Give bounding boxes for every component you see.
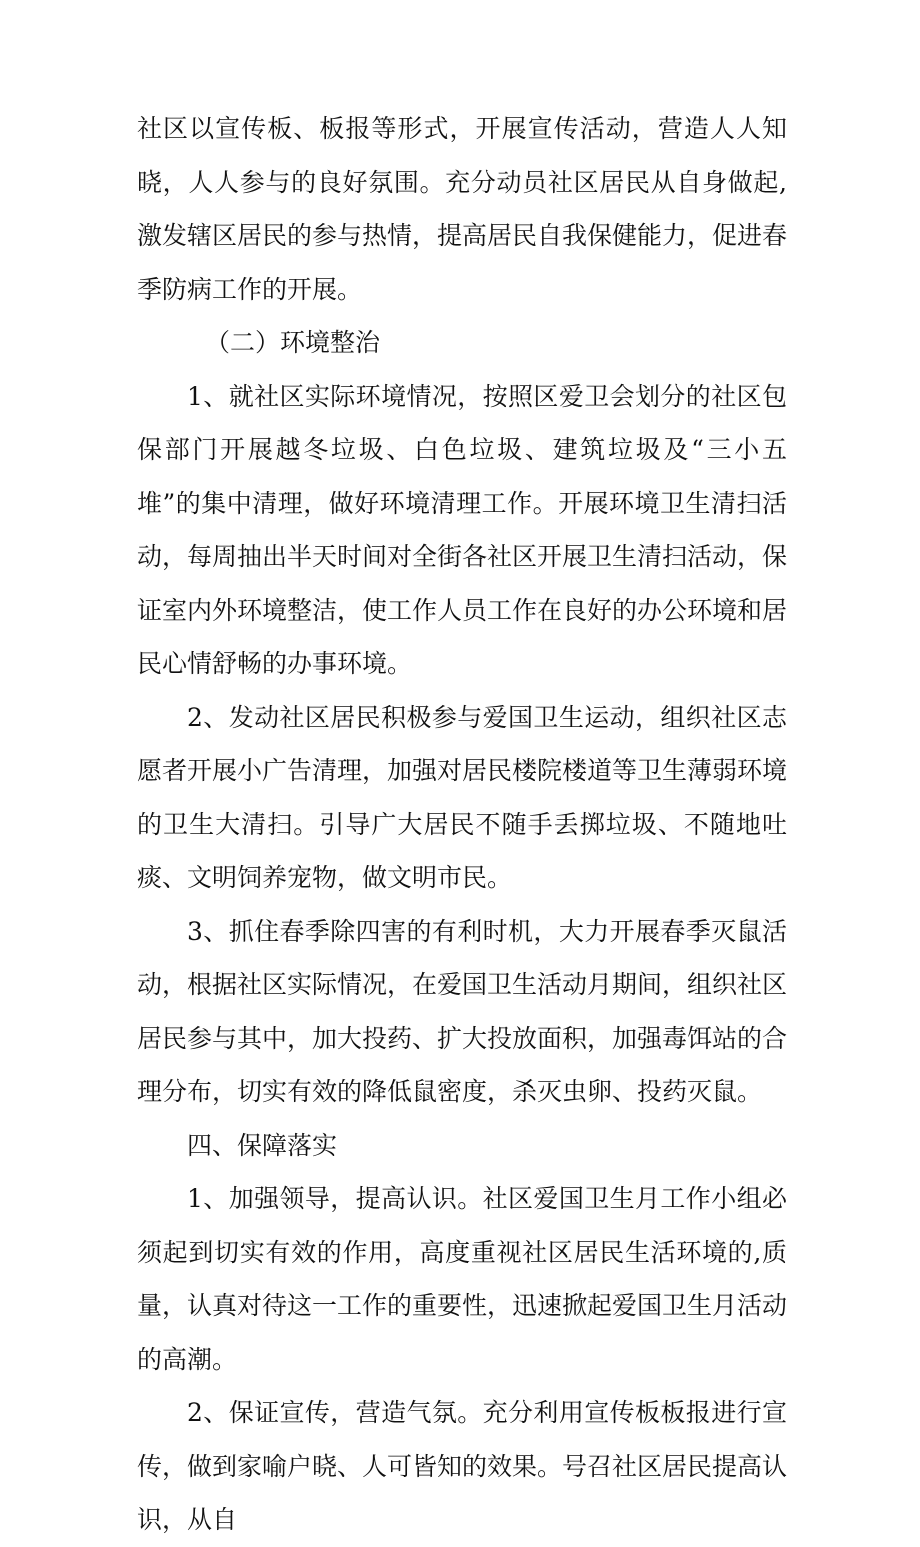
paragraph-environment-3: 3、抓住春季除四害的有利时机，大力开展春季灭鼠活动，根据社区实际情况，在爱国卫生活动月期间，组织社区居民参与其中，加大投药、扩大投放面积，加强毒饵站的合理分布，切实有效的降低鼠密度，杀灭虫卵、投药灭鼠。 (137, 916, 788, 1106)
document-body (137, 102, 787, 1547)
section-heading-environment: （二）环境整治 (205, 328, 381, 357)
paragraph-guarantee-2: 2、保证宣传，营造气氛。充分利用宣传板板报进行宣传，做到家喻户晓、人可皆知的效果。号召社区居民提高认识，从自 (137, 1398, 788, 1534)
section-heading-guarantee: 四、保障落实 (187, 1130, 338, 1160)
paragraph-environment-2: 2、发动社区居民积极参与爱国卫生运动，组织社区志愿者开展小广告清理，加强对居民楼院楼道等卫生薄弱环境的卫生大清扫。引导广大居民不随手丢掷垃圾、不随地吐痰、文明饲养宠物，做文明市民。 (137, 702, 788, 892)
paragraph-environment-1: 1、就社区实际环境情况，按照区爱卫会划分的社区包保部门开展越冬垃圾、白色垃圾、建筑垃圾及“三小五堆”的集中清理，做好环境清理工作。开展环境卫生清扫活动，每周抽出半天时间对全街各社区开展卫生清扫活动，保证室内外环境整洁，使工作人员工作在良好的办公环境和居民心情舒畅的办事环境。 (137, 381, 788, 678)
paragraph-guarantee-1: 1、加强领导，提高认识。社区爱国卫生月工作小组必须起到切实有效的作用，高度重视社区居民生活环境的,质量，认真对待这一工作的重要性，迅速掀起爱国卫生月活动的高潮。 (137, 1184, 788, 1374)
paragraph-campaign-intro: 社区以宣传板、板报等形式，开展宣传活动，营造人人知晓，人人参与的良好氛围。充分动员社区居民从自身做起,激发辖区居民的参与热情，提高居民自我保健能力，促进春季防病工作的开展。 (137, 114, 788, 304)
